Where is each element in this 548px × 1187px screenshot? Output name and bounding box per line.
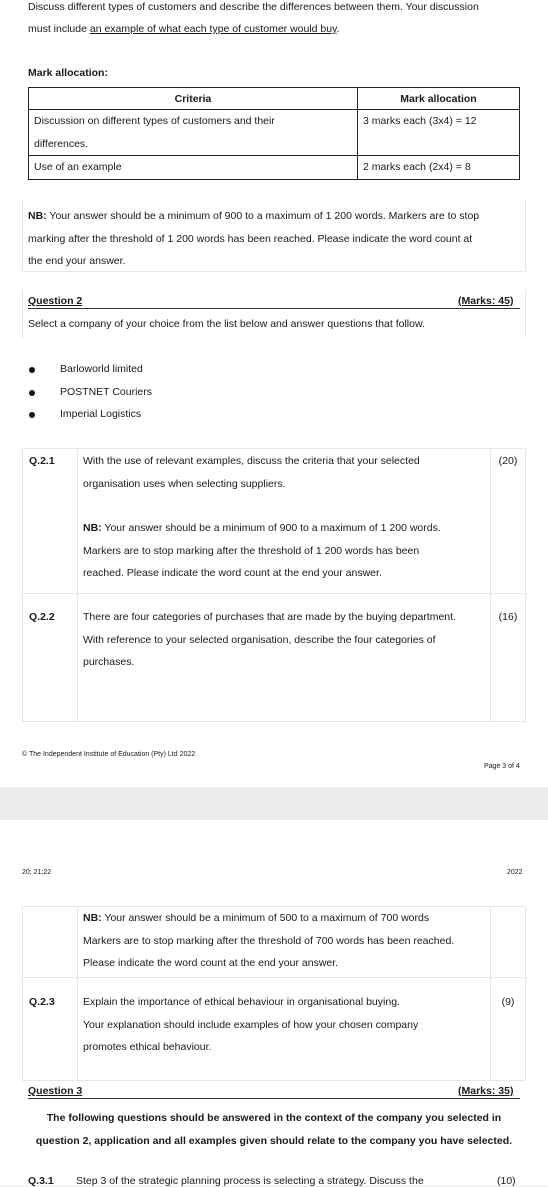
question-line: With reference to your selected organisation, describe the four categories of [83, 633, 436, 646]
intro-line-2-prefix: must include [28, 23, 90, 35]
question-nb-line: Markers are to stop marking after the threshold of 700 words has been reached. [83, 934, 455, 947]
intro-example-underlined: an example of what each type of customer would buy [89, 23, 337, 35]
table-cell-mark [358, 110, 520, 156]
question-row-2-3 [23, 978, 526, 1081]
question-text [78, 907, 491, 978]
company-option: POSTNET Couriers [60, 386, 152, 398]
bullet-icon [29, 390, 35, 396]
criteria-line: Use of an example [34, 161, 122, 173]
question-marks: (20) [491, 449, 526, 594]
question-nb-line: Markers are to stop marking after the threshold of 1 200 words has been [83, 544, 420, 557]
page-header-right: 2022 [507, 869, 523, 876]
table-cell-criteria [29, 156, 358, 180]
document-page-4 [0, 820, 548, 1186]
question-nb [83, 907, 484, 930]
question-3-intro-line: The following questions should be answered in the context of the company you selected in [46, 1112, 502, 1124]
question-nb-line: Your answer should be a minimum of 500 to a maximum of 700 words [101, 912, 430, 924]
intro-line-2 [28, 23, 340, 35]
question-marks: (10) [497, 1175, 516, 1187]
question-nb-line: reached. Please indicate the word count at the end your answer. [83, 567, 382, 579]
question-2-intro: Select a company of your choice from the list below and answer questions that follow. [28, 318, 425, 330]
table-cell-criteria [29, 110, 358, 156]
intro-line-2-suffix: . [336, 23, 340, 35]
nb-label: NB: [83, 912, 102, 924]
question-line: Step 3 of the strategic planning process is selecting a strategy. Discuss the [76, 1175, 424, 1187]
mark-allocation-heading: Mark allocation: [28, 67, 108, 79]
question-number: Q.2.3 [23, 978, 78, 1081]
table-header-criteria: Criteria [29, 88, 358, 110]
question-2-rule [28, 308, 520, 309]
question-nb-line: Your answer should be a minimum of 900 to a maximum of 1 200 words. [101, 522, 441, 534]
criteria-line: Discussion on different types of customers and their [34, 115, 275, 127]
question-2-title: Question 2 [28, 295, 83, 307]
mark-value: 2 marks each (2x4) = 8 [363, 161, 471, 173]
table-row [29, 110, 520, 156]
question-grid-page-3 [22, 448, 526, 722]
criteria-line: differences. [34, 137, 89, 150]
question-text [78, 449, 491, 594]
question-number: Q.3.1 [28, 1175, 54, 1187]
table-header-mark: Mark allocation [358, 88, 520, 110]
nb-label: NB: [83, 522, 102, 534]
page-header-left: 20; 21;22 [22, 869, 52, 876]
question-grid-page-4 [22, 906, 526, 1081]
question-nb [83, 517, 484, 540]
nb-line-3: the end your answer. [28, 255, 126, 267]
question-number: Q.2.2 [23, 594, 78, 722]
table-header-row [29, 88, 520, 110]
question-text [78, 594, 491, 722]
question-number: Q.2.1 [23, 449, 78, 594]
question-2-marks: (Marks: 45) [458, 295, 514, 307]
question-3-intro [0, 1107, 548, 1152]
question-line: There are four categories of purchases that are made by the buying department. [83, 611, 456, 623]
question-line: promotes ethical behaviour. [83, 1041, 212, 1053]
copyright-footer: © The Independent Institute of Education (Pty) Ltd 2022 [22, 751, 196, 758]
question-row-2-2 [23, 594, 526, 722]
mark-value: 3 marks each (3x4) = 12 [363, 115, 477, 127]
page-number: Page 3 of 4 [484, 763, 520, 770]
bullet-icon [29, 412, 35, 418]
mark-allocation-table [28, 87, 520, 180]
table-cell-mark [358, 156, 520, 180]
question-line: With the use of relevant examples, discuss the criteria that your selected [83, 455, 420, 467]
nb-label: NB: [28, 210, 47, 222]
question-row-nb [23, 907, 526, 978]
question-3-rule [28, 1098, 520, 1099]
nb-line-1: Your answer should be a minimum of 900 to a maximum of 1 200 words. Markers are to stop [46, 210, 480, 222]
question-line: Explain the importance of ethical behaviour in organisational buying. [83, 996, 400, 1008]
question-line: purchases. [83, 656, 135, 668]
company-option: Imperial Logistics [60, 408, 142, 420]
question-nb-line: Please indicate the word count at the end your answer. [83, 957, 339, 969]
company-option: Barloworld limited [60, 363, 143, 375]
question-line: organisation uses when selecting suppliers. [83, 477, 286, 490]
nb-word-count-note [28, 205, 479, 273]
question-line: Your explanation should include examples of how your chosen company [83, 1018, 419, 1031]
question-row-2-1 [23, 449, 526, 594]
nb-line-2: marking after the threshold of 1 200 words has been reached. Please indicate the word count at [28, 232, 473, 245]
question-text [78, 978, 491, 1081]
table-row [29, 156, 520, 180]
question-marks: (16) [491, 594, 526, 722]
question-3-intro-line: question 2, application and all examples given should relate to the company you have selected. [35, 1134, 513, 1147]
question-3-title: Question 3 [28, 1085, 83, 1097]
question-3-marks: (Marks: 35) [458, 1085, 514, 1097]
question-marks: (9) [491, 978, 526, 1081]
intro-line-1: Discuss different types of customers and describe the differences between them. Your discussion [28, 1, 479, 13]
bullet-icon [29, 367, 35, 373]
